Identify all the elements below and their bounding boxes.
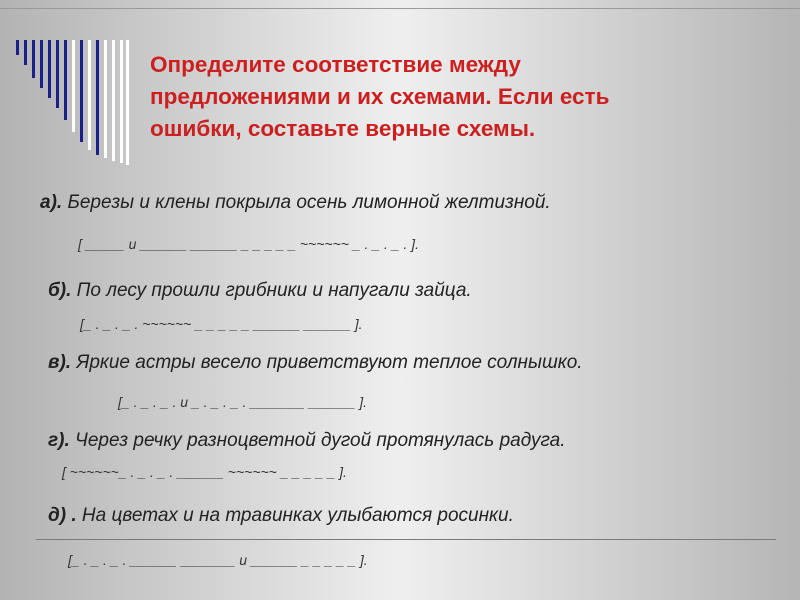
deco-bar [80, 40, 83, 142]
deco-bar [126, 40, 129, 165]
schema-b: [_ . _ . _ . ~~~~~~ _ _ _ _ _ ______ ______ ]. [80, 316, 363, 332]
sentence-label: д) . [48, 505, 77, 526]
deco-bar [48, 40, 51, 98]
sentence-label: б). [48, 280, 72, 301]
deco-bar [16, 40, 19, 55]
deco-bar [112, 40, 115, 161]
sentence-label: в). [48, 352, 72, 373]
sentence-c [48, 352, 583, 374]
sentence-text: Яркие астры весело приветствуют теплое солнышко. [76, 352, 583, 373]
deco-bar [64, 40, 67, 120]
deco-bar [96, 40, 99, 155]
schema-a: [ _____ и ______ ______ _ _ _ _ _ ~~~~~~ _ . _ . _ . ]. [78, 236, 419, 252]
sentence-text: На цветах и на травинках улыбаются росинки. [81, 505, 514, 526]
sentence-b [48, 280, 472, 302]
bottom-rule [36, 539, 776, 540]
sentence-d [48, 430, 566, 452]
slide-title: Определите соответствие между предложениями и их схемами. Если есть ошибки, составьте верные схемы. [150, 52, 610, 141]
schema-e: [_ . _ . _ . ______ _______ и ______ _ _ _ _ _ ]. [68, 552, 368, 568]
deco-bar [72, 40, 75, 132]
schema-d: [ ~~~~~~_ . _ . _ . ______ ~~~~~~ _ _ _ _ _ ]. [62, 464, 347, 480]
schema-c: [_ . _ . _ . и _ . _ . _ . _______ ______ ]. [118, 394, 368, 410]
deco-bar [24, 40, 27, 65]
sentence-label: г). [48, 430, 70, 451]
top-rule [0, 8, 800, 9]
sentence-label: а). [40, 192, 63, 213]
deco-bar [32, 40, 35, 78]
deco-bar [104, 40, 107, 158]
sentence-text: По лесу прошли грибники и напугали зайца. [76, 280, 472, 301]
deco-bar [40, 40, 43, 88]
sentence-e [48, 505, 514, 527]
sentence-text: Березы и клены покрыла осень лимонной желтизной. [67, 192, 551, 213]
sentence-a [40, 192, 551, 214]
decorative-bars [16, 40, 136, 165]
sentence-text: Через речку разноцветной дугой протянулась радуга. [75, 430, 566, 451]
deco-bar [56, 40, 59, 108]
deco-bar [120, 40, 123, 163]
deco-bar [88, 40, 91, 150]
